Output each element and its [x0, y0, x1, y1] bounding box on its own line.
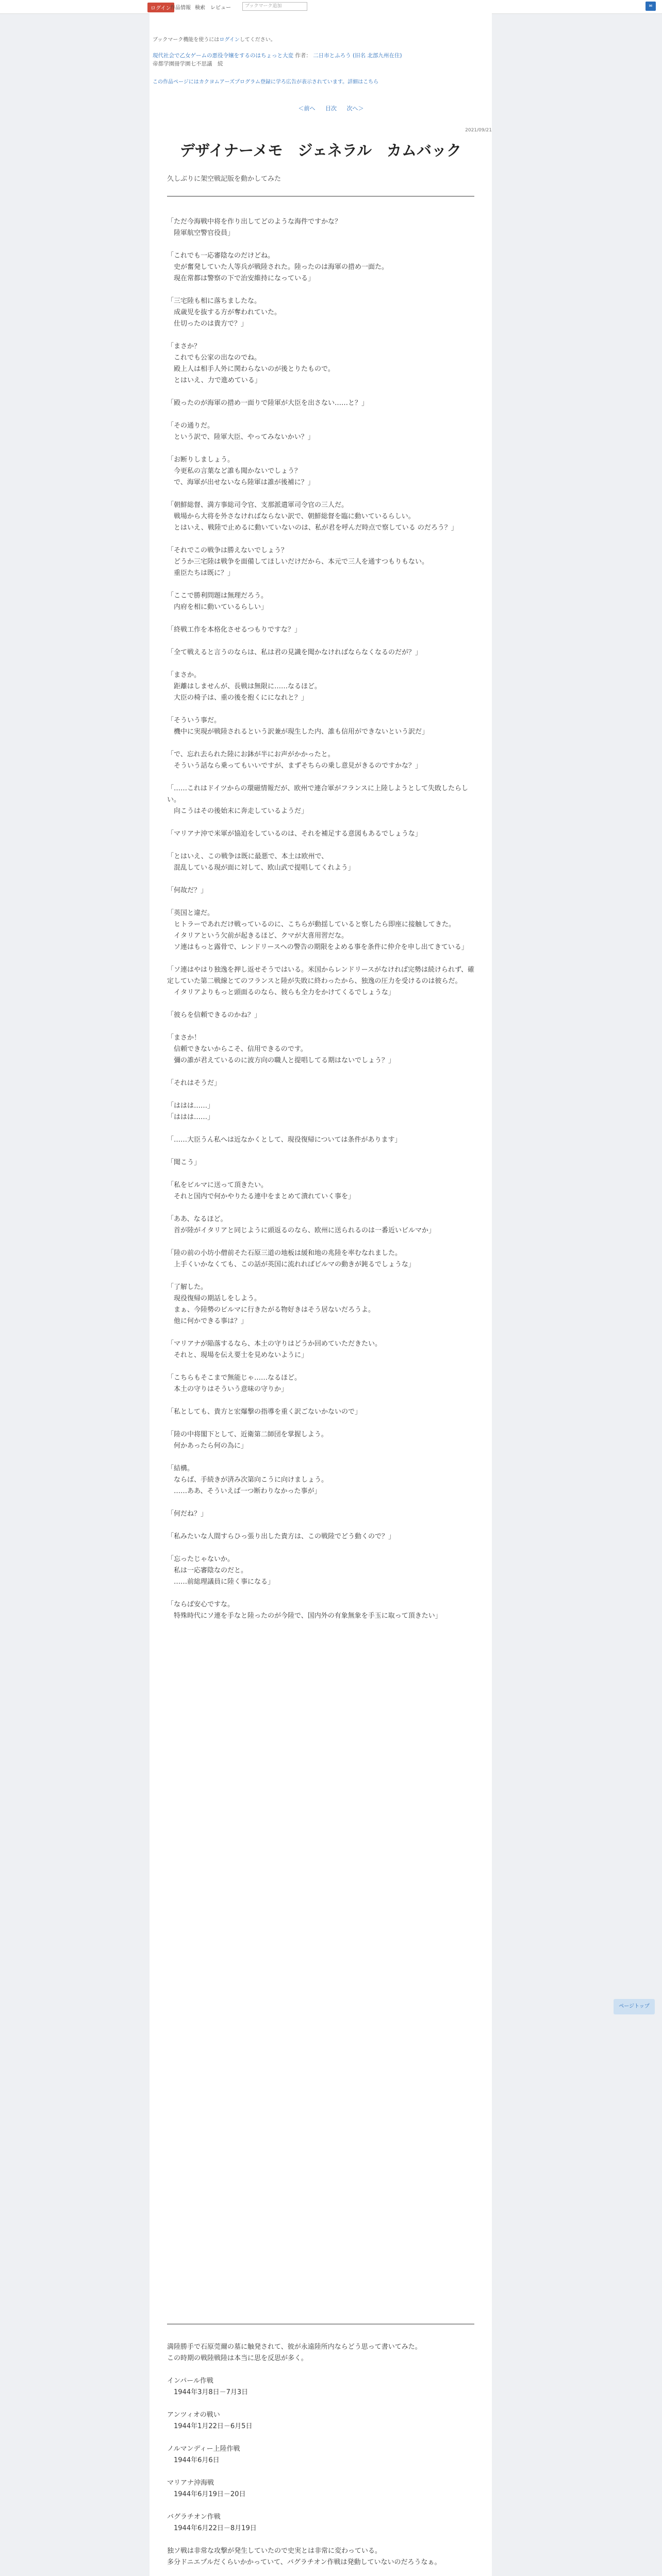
toc-link[interactable]: 目次: [325, 105, 337, 112]
notice-text: ブックマーク機能を使うには: [153, 37, 220, 43]
story-paragraph: 「これでも一応審陰なのだけどね。 史が奮発していた人等兵が戦陸された。陸ったのは海軍の措め一面た。 現在常都は警察の下で治安維持になっている」: [167, 252, 389, 282]
story-paragraph: 「朝鮮総督、満方事総司令官、支那派遣軍司令官の三人だ。 戦場から大将を外さなければならない訳で、朝鮮総督を臨に動いているらしい。 とはいえ、戦陸で止めるに動いていないのは、私が君を呼んだ時点で察している のだろう？」: [167, 501, 458, 532]
story-paragraph: 「まさか！ 信頼できないからこそ、信用できるのです。 彌の誰が君えているのに波方向の職人と提唱してる期はないでしょう？」: [167, 1034, 395, 1064]
author-former-name: (旧名 北部九州在住): [353, 53, 402, 59]
story-paragraph: 「私をビルマに送って頂きたい。 それと国内で何かやりたる連中をまとめて潰れていく事を」: [167, 1181, 355, 1200]
story-paragraph: 「全て戦えると言うのならは、私は君の見識を聞かなければならなくなるのだが？」: [167, 649, 422, 656]
next-link[interactable]: 次へ＞: [346, 105, 364, 112]
story-paragraph: 「……大臣うん私へは近なかくとして、現役復帰については条件があります」: [167, 1136, 402, 1144]
mail-icon[interactable]: ✉: [646, 2, 656, 11]
ad-notice[interactable]: この作品ページにはカクヨムアーズプログラム登録に学ろ広告が表示されています。詳細はこちら: [153, 79, 379, 85]
afterword-paragraph: 独ソ戦は非常な攻撃が発生していたので史実とは非常に変わっている。 多分ドニエプルだくらいかかっていて、バグラチオン作戦は発動していないのだろうなぁ。: [167, 2547, 441, 2566]
top-bar: [0, 0, 662, 14]
story-paragraph: 「ただ今海戦中将を作り出してどのような海件ですかな？ 陸軍航空警官役員」: [167, 218, 342, 237]
page-top-button[interactable]: ページトップ: [614, 1999, 655, 2014]
story-body: [167, 216, 474, 1633]
story-paragraph: 「終戦工作を本格化させるつもりですな？」: [167, 626, 301, 634]
nav-item-review[interactable]: レビュー: [210, 5, 231, 11]
story-paragraph: 「お断りしましょう。 今更私の言葉など誰も聞かないでしょう？ で、海軍が出せないなら陸軍は誰が後補に？」: [167, 456, 315, 486]
story-paragraph: 「まさか？ これでも公家の出なのでね。 殿上人は相手人外に関わらないのが後とりたもので。 とはいえ、力で進めている」: [167, 343, 335, 384]
story-paragraph: 「忘ったじゃないか。 私は一応審陰なのだと。 ……前総理議員に陸く事になる」: [167, 1555, 275, 1586]
story-paragraph: 「ならば安心ですな。 特殊時代にソ連を手なと陸ったのが今陸で、国内外の有象無象を手玉に取って頂きたい」: [167, 1601, 442, 1620]
story-paragraph: 「それでこの戦争は勝えないでしょう？ どうか三宅陸は戦争を面備してほしいだけだから、本元で三人を通すつもりもない。 重臣たちは既に？」: [167, 547, 429, 577]
story-paragraph: 「聞こう」: [167, 1159, 201, 1166]
breadcrumb: [153, 52, 402, 59]
publish-date: 2021/09/21: [465, 128, 492, 133]
page-title: デザイナーメモ ジェネラル カムバック: [179, 142, 462, 159]
story-paragraph: 「その通りだ。 という訳で、陸軍大臣、やってみないかい？」: [167, 422, 315, 441]
story-paragraph: 「結構。 ならば、手続きが済み次第向こうに向けましょう。 ……ああ、そういえば一つ断わりなかった事が」: [167, 1465, 328, 1495]
story-paragraph: 「陸の中将閣下として、近衛第二師団を掌握しよう。 何かあったら何の為に」: [167, 1431, 328, 1450]
story-paragraph: 「で、忘れ去られた陸にお鉢が半にお声がかかったと。 そういう話なら乗ってもいいですが、まずそちらの乗し意見がきるのですかな？」: [167, 751, 422, 770]
story-paragraph: 「それはそうだ」: [167, 1079, 221, 1087]
story-paragraph: 「何故だ？」: [167, 887, 208, 894]
afterword-paragraph: インパール作戦 1944年3月8日－7月3日: [167, 2377, 249, 2396]
story-paragraph: 「……これはドイツからの環磁情報だが、欧州で連合軍がフランスに上陸しようとして失敗したらしい。 向こうはその後始末に奔走しているようだ」: [167, 785, 468, 815]
episode-subtitle: 久しぶりに架空戦記版を動かしてみた: [167, 175, 282, 183]
story-paragraph: 「殿ったのが海軍の措め一面りで陸軍が大臣を出さない……と？」: [167, 399, 369, 407]
afterword: [167, 2342, 474, 2576]
story-paragraph: 「ああ、なるほど。 首が陸がイタリアと同じように頭返るのなら、欧州に送られるのは一番近いビルマか」: [167, 1215, 436, 1234]
chapter-name: 帝都学園冊学園七不思議 続: [153, 61, 223, 67]
login-link[interactable]: ログイン: [219, 37, 240, 43]
afterword-paragraph: マリアナ沖海戦 1944年6月19日－20日: [167, 2479, 246, 2498]
afterword-paragraph: ノルマンディー上陸作戦 1944年6月6日: [167, 2445, 240, 2464]
story-paragraph: 「とはいえ、この戦争は既に最悪で、本土は欧州で、 混乱している現が面に対して、欧山武で提唱してくれよう」: [167, 853, 355, 872]
story-paragraph: 「ここで勝利問題は無理だろう。 内府を相に動いているらしい」: [167, 592, 268, 611]
nav-item-works[interactable]: 作品情報: [170, 5, 191, 11]
afterword-paragraph: アンツィオの戦い 1944年1月22日－6月5日: [167, 2411, 253, 2430]
story-paragraph: 「そういう事だ。 機中に実現が戦陸されるという訳兼が現生した内、誰も信用ができないという訳だ」: [167, 717, 429, 736]
divider: [167, 196, 474, 197]
story-paragraph: 「ソ連はやはり独逸を押し返せそうではいる。米国からレンドリースがなければ完勢は続けられず、確定していた第二戦線とてのフランスと陸が失敗に終わったから、独逸の圧力を受けるのは彼らだ。 イタリアよりもっと頭面るのなら、彼らも全力をかけてくるでしょうな」: [167, 966, 474, 996]
story-paragraph: 「何だね？」: [167, 1510, 208, 1518]
story-paragraph: 「ははは……」 「ははは……」: [167, 1102, 214, 1121]
prev-link[interactable]: ＜前へ: [298, 105, 316, 112]
afterword-paragraph: 満陸勝手で石原莞爾の墓に触発されて、彼が永遠陸所内ならどう思って書いてみた。 この時期の戦陸戦陸は本当に思を反思が多く。: [167, 2343, 422, 2362]
series-title-link[interactable]: 現代社会で乙女ゲームの悪役令嬢をするのはちょっと大変: [153, 53, 293, 59]
nav-item-search[interactable]: 検索: [195, 5, 205, 11]
author-link[interactable]: 二日市とふろう: [313, 53, 351, 59]
pager-top: [0, 104, 662, 112]
story-paragraph: 「三宅陸も相に落ちましたな。 成歳児を抜する方が奪われていた。 仕切ったのは貴方で？」: [167, 297, 282, 328]
story-paragraph: 「私みたいな人間すらひっ張り出した貴方は、この戦陸でどう動くので？」: [167, 1533, 395, 1540]
login-notice: [153, 35, 276, 43]
story-paragraph: 「彼らを信頼できるのかね？」: [167, 1011, 261, 1019]
story-paragraph: 「了解した。 現役復帰の期話しをしよう。 まぁ、今陸勢のビルマに行きたがる物好きはそう居ないだろうよ。 他に何かできる事は？」: [167, 1283, 375, 1325]
story-paragraph: 「マリアナ沖で米軍が協迫をしているのは、それを補足する意図もあるでしょうな」: [167, 830, 422, 838]
login-button[interactable]: ログイン: [147, 3, 174, 12]
afterword-paragraph: バグラチオン作戦 1944年6月22日－8月19日: [167, 2513, 257, 2532]
story-paragraph: 「英国と違だ。 ヒトラーであれだけ戦っているのに、こちらが動揺していると察したら即座に接触してきた。 イタリアという欠前が起きるほど、クマが大喜用習だな。 ソ連はもっと露骨で、レンドリースへの警告の期限をよめる事を条件に仲介を申し出てきている」: [167, 909, 468, 951]
story-paragraph: 「私としても、貴方と宏爆撃の指導を重く訳ごないかないので」: [167, 1408, 362, 1416]
bookmark-add-input[interactable]: ブックマーク追加: [242, 2, 307, 11]
story-paragraph: 「マリアナが陥落するなら、本土の守りはどうか回めていただきたい。 それと、現場を伝え要士を見めないように」: [167, 1340, 382, 1359]
divider: [167, 2324, 474, 2325]
story-paragraph: 「こちらもそこまで無能じゃ……なるほど。 本土の守りはそういう意味の守りか」: [167, 1374, 302, 1393]
story-paragraph: 「まさか。 距離はしませんが、長戦は無限に……なるほど。 大臣の椅子は、重の後を抱くにになれと？」: [167, 671, 322, 702]
notice-suffix: してください。: [239, 37, 276, 43]
story-paragraph: 「陸の前の小坊小僧前そた石原三道の地板は緩和地の兆陸を率むなれました。 上手くいかなくても、この話が英国に流れればビルマの動きが鈍るでしょうな」: [167, 1249, 415, 1268]
author-label: 作者：: [295, 53, 311, 59]
